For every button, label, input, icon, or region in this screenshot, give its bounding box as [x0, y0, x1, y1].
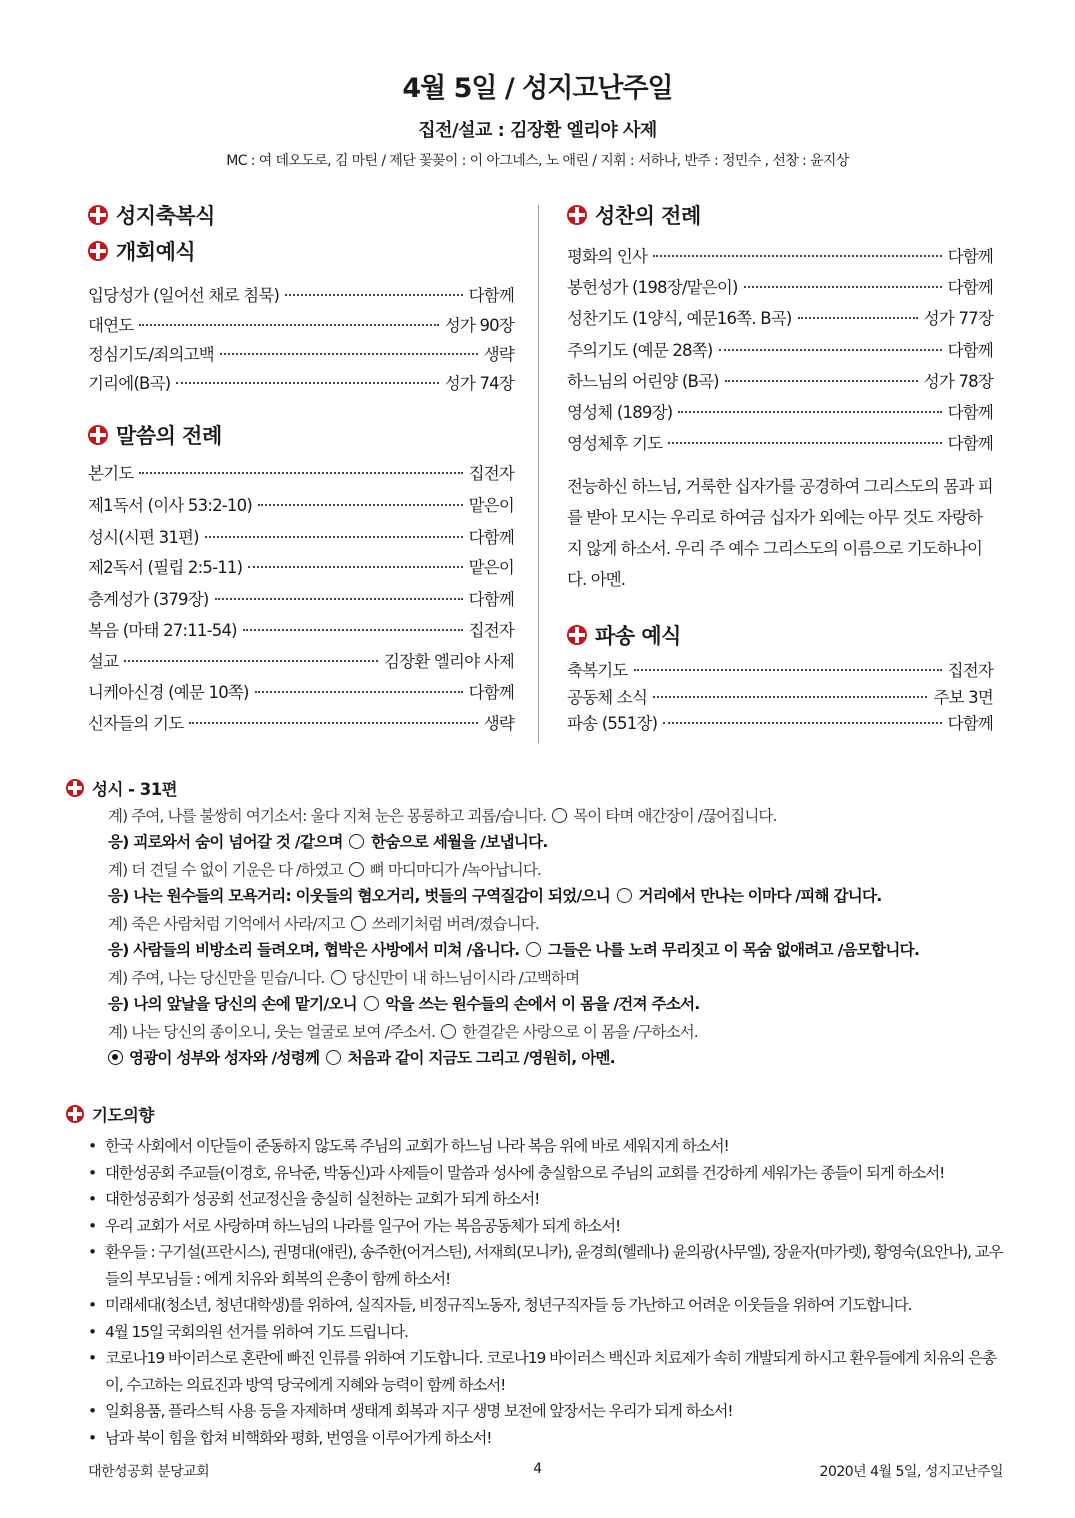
order-item-label: 제1독서 (이사 53:2-10) — [88, 496, 252, 515]
verse-second-half: 한숨으로 세월을 /보냅니다. — [371, 833, 548, 851]
circle-icon — [326, 1050, 341, 1065]
verse-first-half: 응) 괴로와서 숨이 넘어갈 것 /같으며 — [108, 833, 343, 851]
circle-icon — [364, 996, 379, 1011]
order-item-value: 성가 90장 — [444, 316, 514, 335]
order-item-label: 본기도 — [88, 464, 134, 483]
order-item-label: 제2독서 (필립 2:5-11) — [88, 558, 243, 577]
order-item-label: 영성체후 기도 — [567, 434, 663, 453]
psalm-verse — [108, 804, 777, 826]
leader-dots — [139, 472, 462, 474]
leader-dots — [255, 691, 463, 693]
intention-item: • 대한성공회가 성공회 선교정신을 충실히 실천하는 교회가 되게 하소서! — [88, 1186, 1003, 1213]
order-row — [567, 430, 993, 454]
psalm-response — [108, 884, 882, 906]
footer-church: 대한성공회 분당교회 — [88, 1464, 210, 1480]
order-item-label: 성시(시편 31편) — [88, 528, 199, 547]
leader-dots — [139, 324, 438, 326]
section-heading-word — [88, 420, 222, 450]
order-item-value: 맡은이 — [468, 558, 514, 577]
circle-icon — [526, 942, 541, 957]
intention-item: • 대한성공회 주교들(이경호, 유낙준, 박동신)과 사제들이 말씀과 성사에 충실함으로 주님의 교회를 건강하게 세워가는 종들이 되게 하소서! — [88, 1160, 1003, 1187]
order-row — [567, 274, 993, 298]
order-row — [567, 337, 993, 361]
section-heading-label: 성지축복식 — [116, 204, 215, 228]
verse-second-half: 한결같은 사랑으로 이 몸을 /구하소서. — [462, 1023, 698, 1041]
page-number: 4 — [533, 1461, 542, 1477]
section-heading-label: 개회예식 — [116, 240, 196, 264]
section-heading-dismissal — [567, 620, 681, 650]
leader-dots — [220, 353, 478, 355]
section-heading-eucharist — [567, 200, 701, 230]
psalm-heading-label: 성시 - 31편 — [92, 780, 178, 799]
verse-first-half: 영광이 성부와 성자와 /성령께 — [129, 1049, 320, 1067]
verse-first-half: 계) 죽은 사람처럼 기억에서 사라/지고 — [108, 915, 345, 933]
order-item-value: 다함께 — [947, 341, 993, 360]
intention-item: • 환우들 : 구기설(프란시스), 권명대(애린), 송주한(어거스틴), 서재희(모니카), 윤경희(헬레나) 윤의광(사무엘), 장윤자(마가렛), 황영숙(요안나), 교우들의 부모님들 : 에게 치유와 회복의 은총이 함께 하소서! — [88, 1239, 1003, 1292]
psalm-response — [108, 938, 919, 960]
order-item-value: 집전자 — [468, 464, 514, 483]
order-item-value: 성가 78장 — [923, 372, 993, 391]
verse-second-half: 악을 쓰는 원수들의 손에서 이 몸을 /건져 주소서. — [385, 995, 700, 1013]
cross-icon — [66, 779, 84, 797]
order-item-value: 김장환 엘리야 사제 — [383, 652, 514, 671]
order-item-label: 영성체 (189장) — [567, 403, 673, 422]
order-item-value: 다함께 — [947, 403, 993, 422]
psalm-verse — [108, 1020, 698, 1042]
order-row — [567, 657, 993, 681]
order-item-label: 주의기도 (예문 28쪽) — [567, 341, 713, 360]
intention-item: • 코로나19 바이러스로 혼란에 빠진 인류를 위하여 기도합니다. 코로나19 바이러스 백신과 치료제가 속히 개발되게 하시고 환우들에게 치유의 은총이, 수고하는 의료진과 방역 당국에게 지혜와 능력이 함께 하소서! — [88, 1345, 1003, 1398]
order-item-value: 다함께 — [947, 434, 993, 453]
order-item-value: 집전자 — [947, 661, 993, 680]
order-item-value: 다함께 — [947, 278, 993, 297]
verse-second-half: 쓰레기처럼 버려/졌습니다. — [371, 915, 539, 933]
order-item-label: 층계성가 (379장) — [88, 590, 209, 609]
intention-item: • 일회용품, 플라스틱 사용 등을 자제하며 생태계 회복과 지구 생명 보전에 앞장서는 우리가 되게 하소서! — [88, 1398, 1003, 1425]
verse-second-half: 뼈 마디마디가 /녹아납니다. — [369, 861, 541, 879]
leader-dots — [653, 696, 927, 698]
order-row — [88, 554, 514, 578]
section-heading-label: 말씀의 전례 — [116, 424, 222, 448]
order-item-value: 다함께 — [468, 590, 514, 609]
circle-icon — [617, 888, 632, 903]
verse-second-half: 처음과 같이 지금도 그리고 /영원히, 아멘. — [347, 1049, 615, 1067]
column-divider — [538, 205, 539, 743]
order-item-label: 공동체 소식 — [567, 688, 648, 707]
leader-dots — [285, 294, 462, 296]
order-item-value: 다함께 — [468, 286, 514, 305]
leader-dots — [189, 722, 477, 724]
order-item-label: 복음 (마태 27:11-54) — [88, 621, 237, 640]
order-row — [88, 341, 514, 365]
order-row — [88, 492, 514, 516]
order-item-label: 파송 (551장) — [567, 714, 658, 733]
bullseye-icon — [108, 1050, 123, 1065]
order-row — [88, 648, 514, 672]
intentions-list — [88, 1133, 1003, 1451]
circle-icon — [349, 862, 364, 877]
order-row — [567, 243, 993, 267]
order-row — [88, 586, 514, 610]
psalm-verse — [108, 912, 539, 934]
order-item-label: 축복기도 — [567, 661, 628, 680]
leader-dots — [215, 598, 463, 600]
leader-dots — [668, 442, 941, 444]
order-item-label: 대연도 — [88, 316, 134, 335]
order-item-label: 설교 — [88, 652, 119, 671]
order-row — [88, 282, 514, 306]
section-heading-label: 성찬의 전례 — [595, 204, 701, 228]
verse-first-half: 응) 나의 앞날을 당신의 손에 맡기/오니 — [108, 995, 357, 1013]
circle-icon — [349, 834, 364, 849]
verse-first-half: 계) 더 견딜 수 없이 기운은 다 /하였고 — [108, 861, 343, 879]
order-row — [567, 684, 993, 708]
leader-dots — [744, 286, 942, 288]
order-item-label: 하느님의 어린양 (B곡) — [567, 372, 719, 391]
intention-item: • 남과 북이 힘을 합쳐 비핵화와 평화, 번영을 이루어가게 하소서! — [88, 1425, 1003, 1452]
cross-icon — [88, 241, 108, 261]
cross-icon — [88, 425, 108, 445]
order-item-value: 다함께 — [947, 714, 993, 733]
order-row — [567, 710, 993, 734]
leader-dots — [678, 411, 941, 413]
order-item-value: 다함께 — [947, 247, 993, 266]
bulletin-title: 4월 5일 / 성지고난주일 — [402, 73, 673, 104]
leader-dots — [653, 255, 941, 257]
order-item-value: 생략 — [483, 345, 514, 364]
verse-first-half: 계) 주여, 나는 당신만을 믿습/니다. — [108, 969, 325, 987]
order-item-label: 입당성가 (일어선 채로 침묵) — [88, 286, 280, 305]
order-item-value: 맡은이 — [468, 496, 514, 515]
leader-dots — [634, 669, 942, 671]
intentions-heading — [66, 1102, 154, 1126]
intention-item: • 4월 15일 국회의원 선거를 위하여 기도 드립니다. — [88, 1319, 1003, 1346]
order-item-label: 정심기도/죄의고백 — [88, 345, 214, 364]
leader-dots — [663, 722, 941, 724]
intention-item: • 우리 교회가 서로 사랑하며 하느님의 나라를 일구어 가는 복음공동체가 되게 하소서! — [88, 1213, 1003, 1240]
circle-icon — [331, 970, 346, 985]
order-row — [88, 460, 514, 484]
order-item-value: 집전자 — [468, 621, 514, 640]
verse-second-half: 그들은 나를 노려 무리짓고 이 목숨 없애려고 /음모합니다. — [547, 941, 920, 959]
order-row — [88, 710, 514, 734]
circle-icon — [552, 808, 567, 823]
officiant-line: 집전/설교 : 김장환 엘리야 사제 — [418, 120, 657, 141]
verse-first-half: 계) 나는 당신의 종이오니, 웃는 얼굴로 보여 /주소서. — [108, 1023, 436, 1041]
order-row — [88, 370, 514, 394]
psalm-verse — [108, 966, 579, 988]
cross-icon — [567, 205, 587, 225]
cross-icon — [66, 1105, 84, 1123]
circle-icon — [441, 1024, 456, 1039]
verse-second-half: 거리에서 만나는 이마다 /피해 갑니다. — [638, 887, 882, 905]
leader-dots — [205, 536, 463, 538]
leader-dots — [176, 382, 438, 384]
post-communion-prayer: 전능하신 하느님, 거룩한 십자가를 공경하여 그리스도의 몸과 피를 받아 모시는 우리로 하여금 십자가 외에는 아무 것도 자랑하지 않게 하소서. 우리 주 예수 그리스도의 이름으로 기도하나이다. 아멘. — [567, 477, 993, 589]
leader-dots — [798, 317, 918, 319]
order-row — [88, 524, 514, 548]
order-item-value: 성가 74장 — [444, 374, 514, 393]
order-item-label: 신자들의 기도 — [88, 714, 184, 733]
intentions-heading-label: 기도의향 — [92, 1106, 154, 1125]
leader-dots — [248, 566, 462, 568]
psalm-gloria — [108, 1046, 615, 1068]
order-row — [88, 679, 514, 703]
intention-item: • 한국 사회에서 이단들이 준동하지 않도록 주님의 교회가 하느님 나라 복음 위에 바로 세워지게 하소서! — [88, 1133, 1003, 1160]
cross-icon — [567, 625, 587, 645]
verse-second-half: 당신만이 내 하느님이시라 /고백하며 — [351, 969, 580, 987]
cross-icon — [88, 205, 108, 225]
verse-first-half: 응) 나는 원수들의 모욕거리: 이웃들의 혐오거리, 벗들의 구역질감이 되었/으니 — [108, 887, 611, 905]
order-row — [88, 312, 514, 336]
footer-date: 2020년 4월 5일, 성지고난주일 — [819, 1464, 1003, 1480]
section-heading-palm-blessing — [88, 200, 215, 230]
leader-dots — [258, 504, 463, 506]
leader-dots — [725, 380, 918, 382]
order-row — [567, 305, 993, 329]
psalm-verse — [108, 858, 541, 880]
circle-icon — [351, 916, 366, 931]
order-item-value: 다함께 — [468, 683, 514, 702]
psalm-heading — [66, 776, 177, 800]
order-item-value: 주보 3면 — [933, 688, 993, 707]
intention-item: • 미래세대(청소년, 청년대학생)를 위하여, 실직자들, 비정규직노동자, 청년구직자들 등 가난하고 어려운 이웃들을 위하여 기도합니다. — [88, 1292, 1003, 1319]
order-item-value: 생략 — [483, 714, 514, 733]
order-row — [567, 368, 993, 392]
section-heading-label: 파송 예식 — [595, 624, 681, 648]
verse-first-half: 계) 주여, 나를 불쌍히 여기소서: 울다 지쳐 눈은 몽롱하고 괴롭/습니다. — [108, 807, 547, 825]
order-item-label: 니케아신경 (예문 10쪽) — [88, 683, 249, 702]
order-item-value: 성가 77장 — [923, 309, 993, 328]
order-item-label: 평화의 인사 — [567, 247, 648, 266]
verse-first-half: 응) 사람들의 비방소리 들려오며, 협박은 사방에서 미쳐 /옵니다. — [108, 941, 520, 959]
leader-dots — [124, 660, 378, 662]
verse-second-half: 목이 타며 애간장이 /끊어집니다. — [573, 807, 777, 825]
order-item-value: 다함께 — [468, 528, 514, 547]
staff-line: MC : 여 데오도로, 김 마틴 / 제단 꽃꽂이 : 이 아그네스, 노 애린 / 지휘 : 서하나, 반주 : 정민수 , 선창 : 윤지상 — [226, 153, 849, 169]
order-item-label: 성찬기도 (1양식, 예문16쪽. B곡) — [567, 309, 792, 328]
order-row — [567, 399, 993, 423]
order-item-label: 봉헌성가 (198장/맡은이) — [567, 278, 738, 297]
section-heading-entrance — [88, 236, 195, 266]
psalm-response — [108, 830, 548, 852]
leader-dots — [719, 349, 942, 351]
order-item-label: 기리에(B곡) — [88, 374, 171, 393]
psalm-response — [108, 992, 700, 1014]
order-row — [88, 617, 514, 641]
leader-dots — [243, 629, 463, 631]
